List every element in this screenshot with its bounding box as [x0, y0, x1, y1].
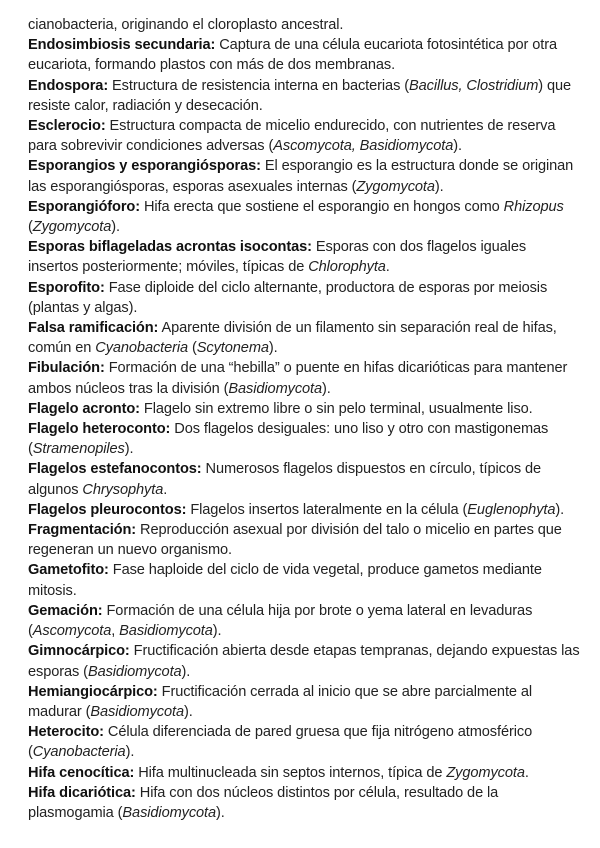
glossary-entry [28, 318, 580, 358]
glossary-entry [28, 76, 580, 116]
definition-text: . [385, 259, 390, 276]
definition-text: Esporas con dos flagelos iguales insertos posteriormente; móviles, típicas de [28, 239, 527, 276]
taxon-name: Zygomycota [32, 219, 112, 236]
definition-text: Dos flagelos desiguales: uno liso y otro con mastigonemas ( [28, 421, 549, 458]
glossary-term: Esclerocio: [28, 118, 106, 135]
definition-text: Captura de una célula eucariota fotosintética por otra eucariota, formando plastos con más de dos membranas. [28, 37, 558, 74]
definition-text: Hifa multinucleada sin septos internos, típica de [134, 764, 447, 781]
glossary-term: Falsa ramificación: [28, 320, 159, 337]
taxon-name: Basidiomycota [90, 703, 184, 720]
definition-text: Fase haploide del ciclo de vida vegetal, produce gametos mediante mitosis. [28, 562, 542, 599]
definition-text: Numerosos flagelos dispuestos en círculo, típicos de algunos [28, 461, 542, 498]
glossary-term: Hifa dicariótica: [28, 784, 136, 801]
taxon-name: Basidiomycota [228, 380, 323, 397]
definition-text: ). [125, 744, 135, 761]
taxon-name: Basidiomycota [87, 663, 182, 680]
definition-text: Hifa erecta que sostiene el esporangio en hongos como [140, 198, 504, 215]
taxon-name: Ascomycota [32, 623, 112, 640]
glossary-term: Fibulación: [28, 360, 105, 377]
glossary-entry [28, 278, 580, 318]
taxon-name: Basidiomycota [119, 623, 213, 640]
definition-text: cianobacteria, originando el cloroplasto ancestral. [28, 17, 344, 33]
definition-text: Hifa con dos núcleos distintos por célula, resultado de la plasmogamia ( [28, 784, 499, 821]
glossary-term: Flagelo acronto: [28, 400, 140, 417]
glossary-entry [28, 601, 580, 641]
glossary-term: Hemiangiocárpico: [28, 683, 158, 700]
definition-text: ). [555, 501, 565, 518]
definition-text: Fructificación cerrada al inicio que se abre parcialmente al madurar ( [28, 683, 533, 720]
definition-text: ). [111, 219, 120, 236]
glossary-entry [28, 156, 580, 196]
glossary-term: Endosimbiosis secundaria: [28, 37, 216, 54]
taxon-name: Zygomycota [356, 178, 435, 195]
glossary-entry [28, 763, 580, 783]
glossary-term: Fragmentación: [28, 522, 137, 539]
glossary-entry [28, 237, 580, 277]
glossary-entry [28, 35, 580, 75]
taxon-name: Chlorophyta [308, 259, 386, 276]
definition-text: Fase diploide del ciclo alternante, productora de esporas por meiosis (plantas y algas). [28, 279, 548, 316]
glossary-term: Gemación: [28, 602, 103, 619]
definition-text: ( [28, 219, 33, 236]
glossary-entry [28, 419, 580, 459]
glossary-entry [28, 641, 580, 681]
glossary-term: Esporofito: [28, 279, 105, 296]
definition-text: ). [212, 623, 222, 640]
definition-text: Formación de una “hebilla” o puente en hifas dicarióticas para mantener ambos núcleos tras la división ( [28, 360, 568, 397]
glossary-term: Gimnocárpico: [28, 643, 130, 660]
glossary-term: Endospora: [28, 77, 109, 94]
taxon-name: Chrysophyta [82, 481, 164, 498]
glossary-entry [28, 560, 580, 600]
glossary-entry [28, 197, 580, 237]
definition-text: ). [124, 441, 134, 458]
definition-text: ( [188, 340, 197, 357]
glossary-entry [28, 116, 580, 156]
glossary-term: Flagelos pleurocontos: [28, 501, 187, 518]
glossary-entry [28, 682, 580, 722]
taxon-name: Rhizopus [503, 198, 564, 215]
glossary-entry [28, 520, 580, 560]
definition-text: ) que resiste calor, radiación y desecación. [28, 77, 572, 114]
glossary-entry [28, 783, 580, 823]
glossary-term: Esporangióforo: [28, 198, 141, 215]
glossary-term: Gametofito: [28, 562, 109, 579]
definition-text: Célula diferenciada de pared gruesa que fija nitrógeno atmosférico ( [28, 724, 533, 761]
glossary-term: Hifa cenocítica: [28, 764, 135, 781]
taxon-name: Scytonema [196, 340, 269, 357]
definition-text: ). [453, 138, 462, 155]
glossary-entry [28, 358, 580, 398]
glossary-term: Esporangios y esporangiósporas: [28, 158, 261, 175]
glossary-entry [28, 459, 580, 499]
glossary-term: Heterocito: [28, 724, 104, 741]
definition-text: Estructura de resistencia interna en bacterias ( [108, 77, 409, 94]
glossary-entry [28, 15, 580, 35]
definition-text: ). [434, 178, 444, 195]
taxon-name: Stramenopiles [32, 441, 125, 458]
definition-text: ). [181, 663, 191, 680]
definition-text: Flagelo sin extremo libre o sin pelo terminal, usualmente liso. [139, 400, 533, 417]
definition-text: ). [183, 703, 193, 720]
definition-text: ). [322, 380, 331, 397]
definition-text: Flagelos insertos lateralmente en la célula ( [186, 501, 468, 518]
definition-text: , [111, 623, 120, 640]
definition-text: Estructura compacta de micelio endurecido, con nutrientes de reserva para sobrevivir condiciones adversas ( [28, 118, 556, 155]
glossary-term: Flagelo heteroconto: [28, 421, 171, 438]
taxon-name: Cyanobacteria [32, 744, 126, 761]
taxon-name: Ascomycota, Basidiomycota [273, 138, 454, 155]
definition-text: Reproducción asexual por división del talo o micelio en partes que regeneran un nuevo organismo. [28, 522, 562, 559]
taxon-name: Bacillus, Clostridium [409, 77, 539, 94]
glossary-list [28, 15, 580, 823]
glossary-term: Esporas biflageladas acrontas isocontas: [28, 239, 312, 256]
glossary-entry [28, 500, 580, 520]
definition-text: Formación de una célula hija por brote o yema lateral en levaduras ( [28, 602, 533, 640]
taxon-name: Basidiomycota [122, 804, 217, 821]
definition-text: Fructificación abierta desde etapas tempranas, dejando expuestas las esporas ( [28, 643, 580, 680]
definition-text: . [163, 481, 168, 498]
glossary-entry [28, 399, 580, 419]
definition-text: . [524, 764, 529, 781]
definition-text: ). [216, 804, 225, 821]
definition-text: Aparente división de un filamento sin separación real de hifas, común en [28, 320, 557, 357]
definition-text: ). [268, 340, 278, 357]
glossary-entry [28, 722, 580, 762]
definition-text: El esporangio es la estructura donde se originan las esporangiósporas, esporas asexuales internas ( [28, 158, 574, 195]
taxon-name: Euglenophyta [467, 501, 556, 518]
glossary-term: Flagelos estefanocontos: [28, 461, 202, 478]
taxon-name: Zygomycota [446, 764, 525, 781]
taxon-name: Cyanobacteria [95, 340, 189, 357]
